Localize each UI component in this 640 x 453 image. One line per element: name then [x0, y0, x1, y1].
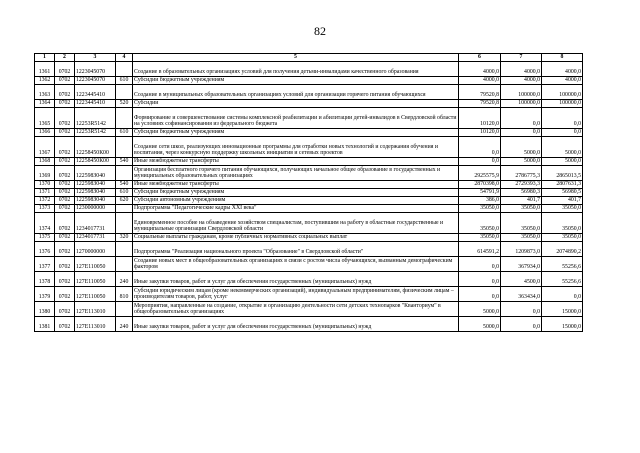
value-col7: 367934,0 [501, 257, 542, 272]
item-name: Субсидии бюджетным учреждениям [133, 77, 459, 85]
row-number: 1363 [35, 85, 55, 100]
value-col7: 1209873,0 [501, 242, 542, 257]
item-name: Социальные выплаты гражданам, кроме публичных нормативных социальных выплат [133, 234, 459, 242]
value-col7: 4000,0 [501, 77, 542, 85]
row-number: 1361 [35, 62, 55, 77]
table-row [35, 213, 583, 234]
row-number: 1373 [35, 205, 55, 213]
table-row [35, 129, 583, 137]
row-number: 1367 [35, 137, 55, 158]
target-code: 1234017731 [75, 234, 116, 242]
expense-type [116, 166, 133, 181]
row-number: 1365 [35, 108, 55, 129]
value-col7: 35050,0 [501, 205, 542, 213]
table-body [35, 62, 583, 332]
target-code: 122598З040 [75, 197, 116, 205]
table-header-row [35, 54, 583, 62]
section-code: 0702 [55, 137, 75, 158]
value-col7: 2786775,3 [501, 166, 542, 181]
value-col6: 0,0 [459, 287, 501, 302]
column-header-8: 8 [542, 54, 583, 62]
target-code: 12258450К00 [75, 158, 116, 166]
expense-type: 610 [116, 77, 133, 85]
value-col6: 5000,0 [459, 302, 501, 317]
table-row [35, 242, 583, 257]
value-col7: 2729393,3 [501, 181, 542, 189]
value-col8: 0,0 [542, 129, 583, 137]
item-name: Иные закупки товаров, работ и услуг для обеспечения государственных (муниципальных) нужд [133, 317, 459, 332]
row-number: 1371 [35, 189, 55, 197]
table-row [35, 137, 583, 158]
table-row [35, 287, 583, 302]
row-number: 1366 [35, 129, 55, 137]
column-header-4: 4 [116, 54, 133, 62]
value-col6: 0,0 [459, 257, 501, 272]
budget-table [34, 53, 583, 332]
target-code: 127Е110050 [75, 257, 116, 272]
value-col7: 363434,0 [501, 287, 542, 302]
expense-type [116, 242, 133, 257]
target-code: 1234017731 [75, 213, 116, 234]
section-code: 0702 [55, 287, 75, 302]
item-name: Субсидии автономным учреждениям [133, 197, 459, 205]
column-header-5: 5 [133, 54, 459, 62]
target-code: 12253R5142 [75, 108, 116, 129]
expense-type [116, 137, 133, 158]
table-row [35, 166, 583, 181]
value-col7: 0,0 [501, 129, 542, 137]
value-col6: 10120,0 [459, 108, 501, 129]
value-col7: 100000,0 [501, 85, 542, 100]
row-number: 1374 [35, 213, 55, 234]
expense-type [116, 108, 133, 129]
target-code: 122598З040 [75, 181, 116, 189]
value-col7: 35050,0 [501, 213, 542, 234]
row-number: 1376 [35, 242, 55, 257]
value-col8: 0,0 [542, 108, 583, 129]
section-code: 0702 [55, 302, 75, 317]
value-col7: 5000,0 [501, 158, 542, 166]
expense-type [116, 257, 133, 272]
row-number: 1368 [35, 158, 55, 166]
expense-type: 240 [116, 317, 133, 332]
column-header-3: 3 [75, 54, 116, 62]
table-row [35, 197, 583, 205]
table-row [35, 234, 583, 242]
expense-type [116, 85, 133, 100]
value-col7: 0,0 [501, 317, 542, 332]
item-name: Формирование и совершенствование системы комплексной реабилитации и абилитации детей-инвалидов в Свердловской области на условиях софинансирования из федерального бюджета [133, 108, 459, 129]
value-col6: 0,0 [459, 272, 501, 287]
table-row [35, 317, 583, 332]
row-number: 1379 [35, 287, 55, 302]
table-row [35, 272, 583, 287]
target-code: 12253R5142 [75, 129, 116, 137]
section-code: 0702 [55, 317, 75, 332]
value-col8: 55256,6 [542, 257, 583, 272]
table-row [35, 62, 583, 77]
item-name: Субсидии юридическим лицам (кроме некоммерческих организаций), индивидуальным предпринимателям, физическим лицам – производителям товаров, работ, услуг [133, 287, 459, 302]
target-code: 127Е110050 [75, 272, 116, 287]
value-col7: 401,7 [501, 197, 542, 205]
item-name: Единовременное пособие на обзаведение хозяйством специалистам, поступившим на работу в областные государственные и муниципальные организации Свердловской области [133, 213, 459, 234]
value-col7: 56980,3 [501, 189, 542, 197]
expense-type [116, 205, 133, 213]
table-row [35, 108, 583, 129]
item-name: Субсидии [133, 100, 459, 108]
item-name: Создание в муниципальных образовательных организациях условий для организации горячего питания обучающихся [133, 85, 459, 100]
expense-type [116, 302, 133, 317]
value-col6: 5000,0 [459, 317, 501, 332]
expense-type: 620 [116, 197, 133, 205]
target-code: 12258450К00 [75, 137, 116, 158]
value-col6: 386,0 [459, 197, 501, 205]
value-col7: 4000,0 [501, 62, 542, 77]
item-name: Субсидии бюджетным учреждениям [133, 129, 459, 137]
item-name: Мероприятия, направленные на создание, открытие и организацию деятельности сети детских технопарков "Кванториум" в общеобразовательных организациях [133, 302, 459, 317]
value-col7: 35050,0 [501, 234, 542, 242]
expense-type: 540 [116, 158, 133, 166]
value-col8: 100000,0 [542, 85, 583, 100]
value-col8: 4000,0 [542, 77, 583, 85]
table-row [35, 205, 583, 213]
section-code: 0702 [55, 234, 75, 242]
item-name: Иные межбюджетные трансферты [133, 158, 459, 166]
table-row [35, 77, 583, 85]
target-code: 1223045070 [75, 77, 116, 85]
value-col6: 79520,8 [459, 100, 501, 108]
table-row [35, 257, 583, 272]
expense-type: 610 [116, 129, 133, 137]
row-number: 1378 [35, 272, 55, 287]
section-code: 0702 [55, 257, 75, 272]
section-code: 0702 [55, 85, 75, 100]
expense-type: 520 [116, 100, 133, 108]
value-col8: 56980,5 [542, 189, 583, 197]
section-code: 0702 [55, 242, 75, 257]
row-number: 1380 [35, 302, 55, 317]
value-col8: 5000,0 [542, 137, 583, 158]
value-col6: 4000,0 [459, 62, 501, 77]
value-col8: 401,7 [542, 197, 583, 205]
target-code: 1230000000 [75, 205, 116, 213]
value-col8: 0,0 [542, 287, 583, 302]
expense-type [116, 213, 133, 234]
section-code: 0702 [55, 62, 75, 77]
table-row [35, 302, 583, 317]
section-code: 0702 [55, 77, 75, 85]
value-col6: 35050,0 [459, 234, 501, 242]
row-number: 1369 [35, 166, 55, 181]
value-col7: 0,0 [501, 108, 542, 129]
row-number: 1381 [35, 317, 55, 332]
column-header-2: 2 [55, 54, 75, 62]
value-col7: 5000,0 [501, 137, 542, 158]
table-row [35, 85, 583, 100]
value-col6: 54791,9 [459, 189, 501, 197]
row-number: 1362 [35, 77, 55, 85]
value-col6: 10120,0 [459, 129, 501, 137]
row-number: 1370 [35, 181, 55, 189]
value-col7: 100000,0 [501, 100, 542, 108]
expense-type: 610 [116, 189, 133, 197]
row-number: 1375 [35, 234, 55, 242]
value-col6: 79520,8 [459, 85, 501, 100]
value-col7: 4500,0 [501, 272, 542, 287]
table-row [35, 158, 583, 166]
value-col8: 2807631,3 [542, 181, 583, 189]
value-col6: 614591,2 [459, 242, 501, 257]
section-code: 0702 [55, 108, 75, 129]
expense-type: 540 [116, 181, 133, 189]
item-name: Создание новых мест в общеобразовательных организациях в связи с ростом числа обучающихся, вызванным демографическим фактором [133, 257, 459, 272]
value-col6: 0,0 [459, 137, 501, 158]
column-header-7: 7 [501, 54, 542, 62]
value-col8: 2074890,2 [542, 242, 583, 257]
expense-type [116, 62, 133, 77]
target-code: 1223045070 [75, 62, 116, 77]
section-code: 0702 [55, 205, 75, 213]
expense-type: 810 [116, 287, 133, 302]
value-col7: 0,0 [501, 302, 542, 317]
target-code: 127Е110050 [75, 287, 116, 302]
value-col8: 4000,0 [542, 62, 583, 77]
value-col6: 2925575,9 [459, 166, 501, 181]
value-col6: 4000,0 [459, 77, 501, 85]
section-code: 0702 [55, 166, 75, 181]
section-code: 0702 [55, 129, 75, 137]
section-code: 0702 [55, 158, 75, 166]
value-col8: 35050,0 [542, 234, 583, 242]
column-header-6: 6 [459, 54, 501, 62]
section-code: 0702 [55, 189, 75, 197]
value-col8: 15000,0 [542, 317, 583, 332]
table-row [35, 181, 583, 189]
target-code: 122598З040 [75, 166, 116, 181]
section-code: 0702 [55, 100, 75, 108]
target-code: 127Е113010 [75, 317, 116, 332]
target-code: 127Е113010 [75, 302, 116, 317]
table-row [35, 189, 583, 197]
target-code: 1223445410 [75, 100, 116, 108]
item-name: Подпрограмма "Реализация национального проекта "Образование" в Свердловской области" [133, 242, 459, 257]
value-col8: 100000,0 [542, 100, 583, 108]
value-col6: 0,0 [459, 158, 501, 166]
row-number: 1364 [35, 100, 55, 108]
section-code: 0702 [55, 272, 75, 287]
table-row [35, 100, 583, 108]
section-code: 0702 [55, 213, 75, 234]
value-col8: 5000,0 [542, 158, 583, 166]
item-name: Подпрограмма "Педагогические кадры XXI века" [133, 205, 459, 213]
section-code: 0702 [55, 197, 75, 205]
target-code: 1223445410 [75, 85, 116, 100]
item-name: Создание сети школ, реализующих инновационные программы для отработки новых технологий и содержания обучения и воспитания, через конкурсную поддержку школьных инициатив и сетевых проектов [133, 137, 459, 158]
value-col8: 35050,0 [542, 205, 583, 213]
expense-type: 240 [116, 272, 133, 287]
row-number: 1377 [35, 257, 55, 272]
item-name: Организация бесплатного горячего питания обучающихся, получающих начальное общее образование в государственных и муниципальных образовательных организациях [133, 166, 459, 181]
expense-type: 320 [116, 234, 133, 242]
item-name: Иные межбюджетные трансферты [133, 181, 459, 189]
value-col8: 2865013,5 [542, 166, 583, 181]
item-name: Создание в образовательных организациях условий для получения детьми-инвалидами качественного образования [133, 62, 459, 77]
item-name: Иные закупки товаров, работ и услуг для обеспечения государственных (муниципальных) нужд [133, 272, 459, 287]
value-col6: 35050,0 [459, 213, 501, 234]
value-col8: 15000,0 [542, 302, 583, 317]
row-number: 1372 [35, 197, 55, 205]
value-col6: 2870398,0 [459, 181, 501, 189]
section-code: 0702 [55, 181, 75, 189]
column-header-1: 1 [35, 54, 55, 62]
value-col6: 35050,0 [459, 205, 501, 213]
item-name: Субсидии бюджетным учреждениям [133, 189, 459, 197]
target-code: 1270000000 [75, 242, 116, 257]
value-col8: 35050,0 [542, 213, 583, 234]
page-number: 82 [314, 24, 326, 38]
target-code: 122598З040 [75, 189, 116, 197]
value-col8: 55256,6 [542, 272, 583, 287]
